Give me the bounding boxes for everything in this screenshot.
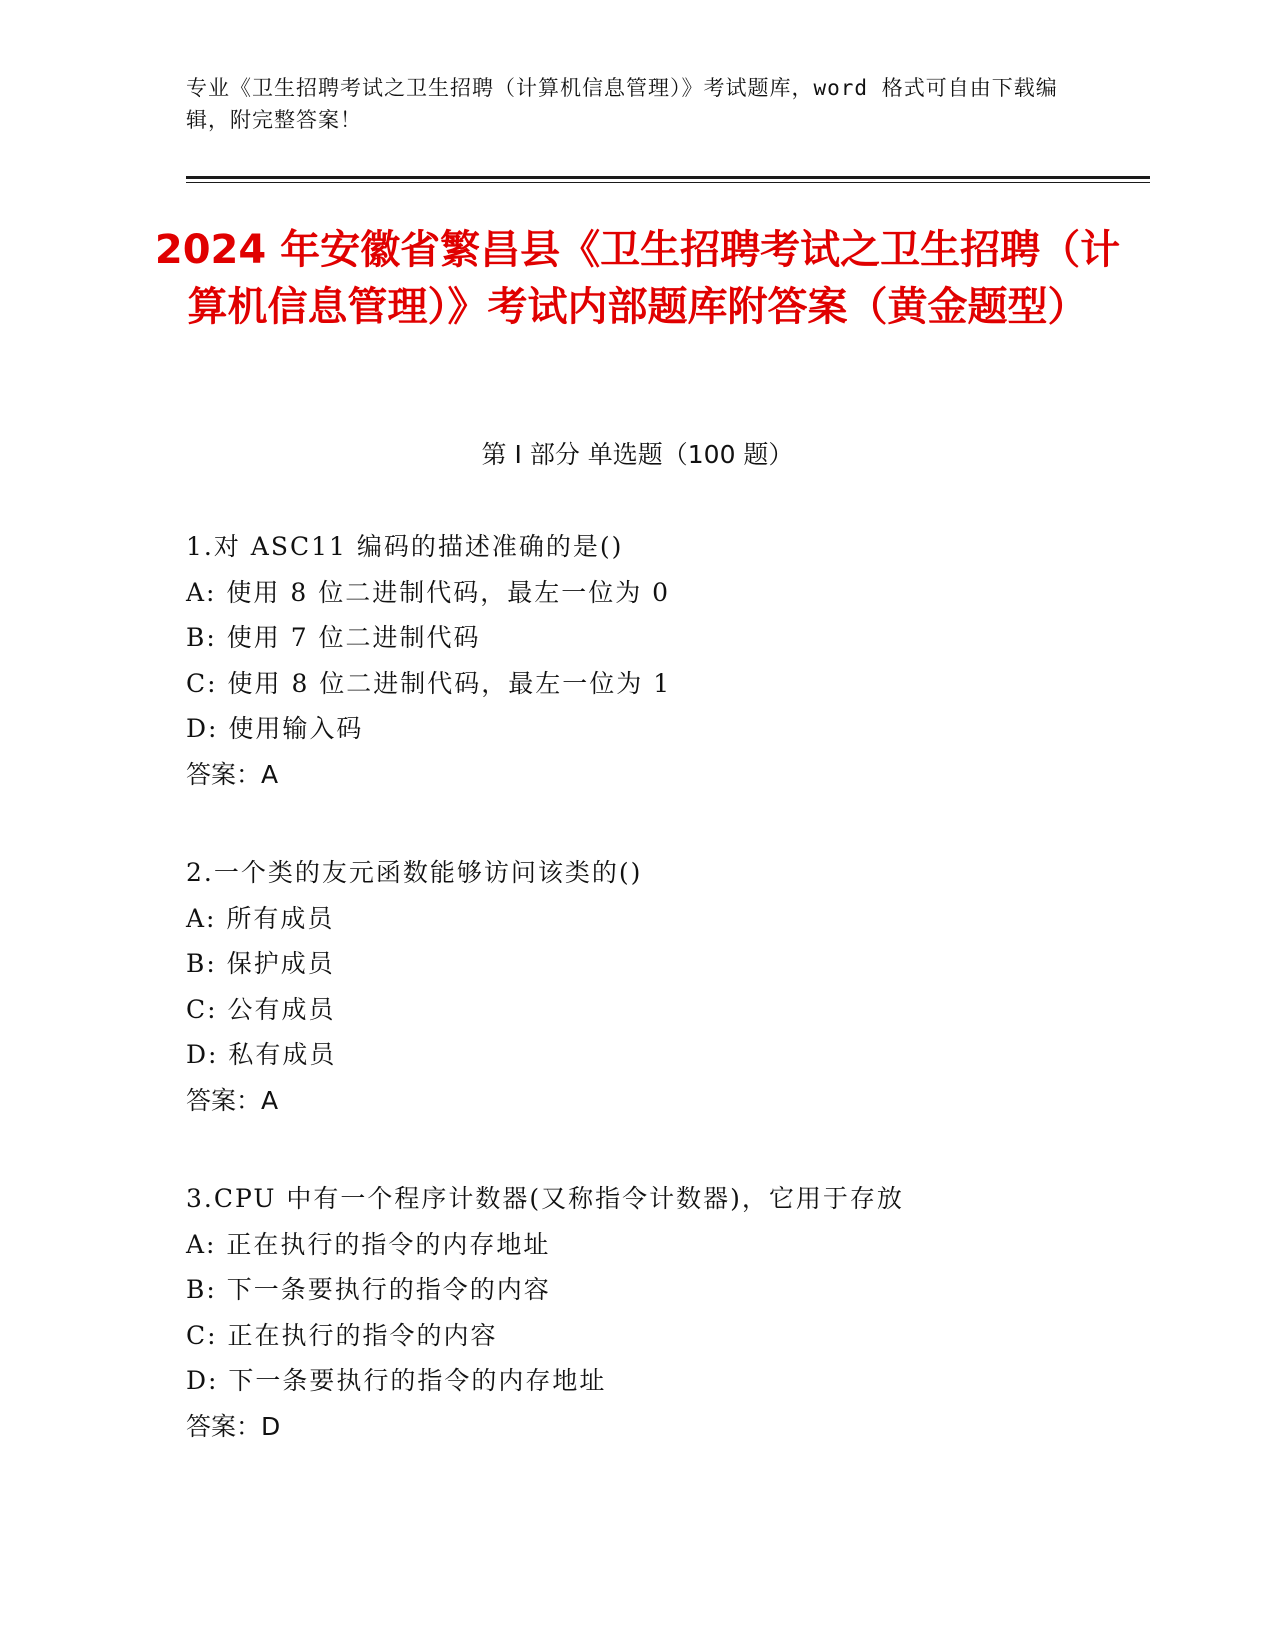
header-note: 专业《卫生招聘考试之卫生招聘（计算机信息管理）》考试题库，word 格式可自由下载编辑，附完整答案！ bbox=[186, 76, 1058, 132]
option-a: A: 正在执行的指令的内存地址 bbox=[186, 1229, 551, 1259]
question-list bbox=[186, 524, 1146, 1502]
question-stem: 3.CPU 中有一个程序计数器(又称指令计数器)，它用于存放 bbox=[186, 1184, 904, 1213]
question-stem: 2.一个类的友元函数能够访问该类的() bbox=[186, 858, 643, 887]
header-divider-thin bbox=[186, 182, 1150, 183]
option-c: C: 正在执行的指令的内容 bbox=[186, 1320, 498, 1350]
header-divider-thick bbox=[186, 176, 1150, 179]
option-d: D: 私有成员 bbox=[186, 1040, 337, 1069]
answer: 答案：A bbox=[186, 759, 279, 789]
option-c: C: 使用 8 位二进制代码，最左一位为 1 bbox=[186, 668, 672, 698]
answer: 答案：D bbox=[186, 1411, 281, 1441]
question-3 bbox=[186, 1176, 1146, 1449]
option-b: B: 保护成员 bbox=[186, 949, 335, 978]
question-2 bbox=[186, 850, 1146, 1123]
option-c: C: 公有成员 bbox=[186, 994, 336, 1024]
answer: 答案：A bbox=[186, 1085, 279, 1115]
option-b: B: 使用 7 位二进制代码 bbox=[186, 623, 481, 652]
option-b: B: 下一条要执行的指令的内容 bbox=[186, 1275, 551, 1304]
question-stem: 1.对 ASC11 编码的描述准确的是() bbox=[186, 532, 624, 561]
option-a: A: 使用 8 位二进制代码，最左一位为 0 bbox=[186, 577, 671, 607]
question-1 bbox=[186, 524, 1146, 797]
option-d: D: 使用输入码 bbox=[186, 714, 364, 743]
option-a: A: 所有成员 bbox=[186, 903, 335, 933]
document-title: 2024 年安徽省繁昌县《卫生招聘考试之卫生招聘（计算机信息管理）》考试内部题库附答案（黄金题型） bbox=[154, 227, 1121, 330]
option-d: D: 下一条要执行的指令的内存地址 bbox=[186, 1366, 607, 1395]
section-title: 第 I 部分 单选题（100 题） bbox=[481, 440, 794, 469]
